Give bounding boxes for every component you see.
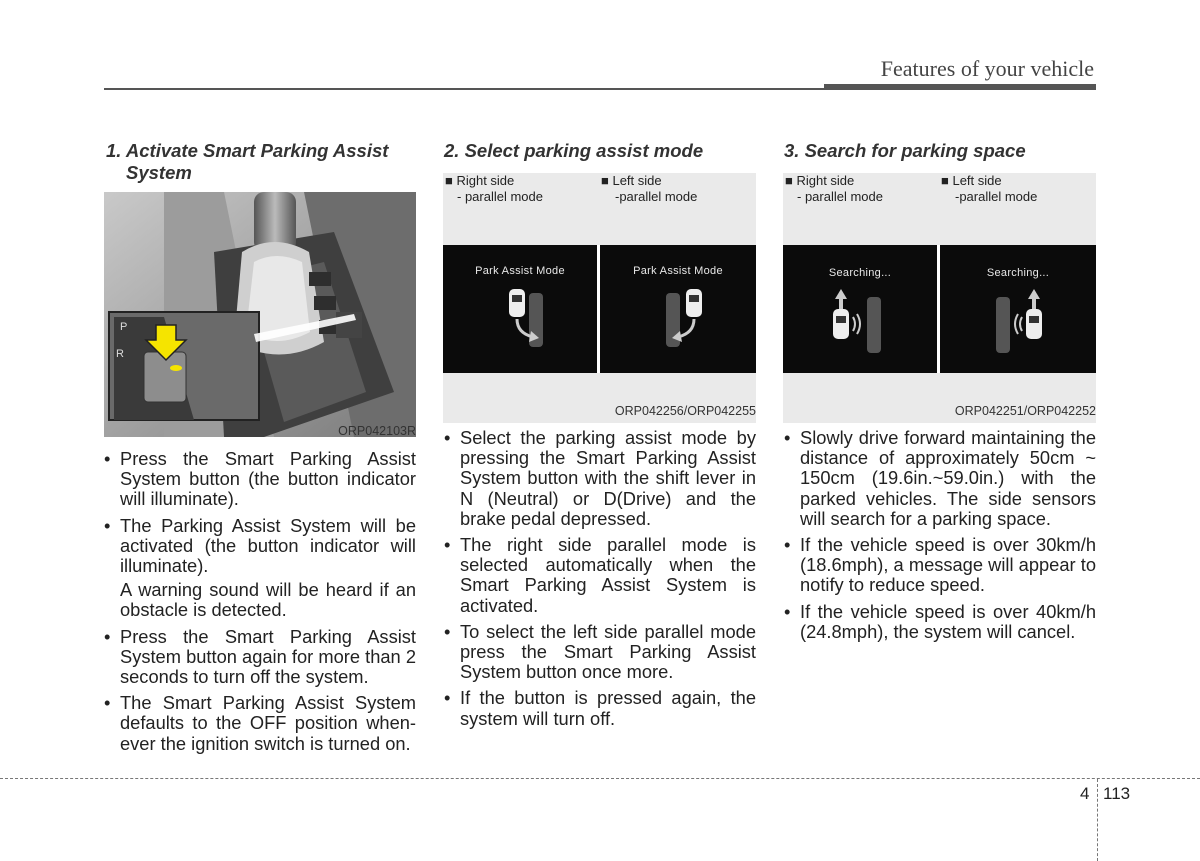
bullet-list-activate [104, 449, 416, 760]
section-title-line2: System [126, 162, 192, 183]
list-item: • Press the Smart Parking Assist System button again for more than 2 seconds to turn off the system. [104, 627, 416, 688]
list-item: • If the button is pressed again, the system will turn off. [444, 688, 756, 728]
svg-text:R: R [116, 348, 124, 360]
search-screens [783, 245, 1096, 373]
list-item: • Press the Smart Parking Assist System button (the button indicator will illuminate). [104, 449, 416, 510]
list-item: • The right side parallel mode is selected automatically when the Smart Parking Assist System is activated. [444, 535, 756, 616]
screen-right-search [783, 245, 937, 373]
sensor-wave-icon [1015, 314, 1022, 334]
sensor-wave-icon [853, 314, 860, 334]
figure-caption: ORP042251/ORP042252 [954, 404, 1096, 418]
screen-title: Park Assist Mode [633, 265, 723, 277]
list-item: • If the vehicle speed is over 40km/h (24.8mph), the system will cancel. [784, 602, 1096, 642]
screen-left-mode [600, 245, 756, 373]
list-item: • If the vehicle speed is over 30km/h (18.6mph), a message will appear to notify to reduce speed. [784, 535, 1096, 596]
section-title-activate [106, 140, 426, 184]
list-item: • The Parking Assist System will be activated (the button indicator will illuminate). [104, 516, 416, 577]
svg-text:P: P [120, 321, 128, 333]
screen-right-mode [443, 245, 597, 373]
section-title-line1: 1. Activate Smart Parking Assist [106, 140, 389, 161]
label-left-side: ■ Left side [941, 173, 1002, 188]
mode-label-strip [443, 173, 756, 245]
footer-divider [1097, 779, 1098, 861]
footer-rule [0, 778, 1200, 779]
header-rule-accent [824, 84, 1096, 90]
bullet-list-search [784, 428, 1096, 648]
screen-title: Searching... [828, 267, 892, 279]
shift-lever-icon [104, 192, 416, 437]
label-right-parallel: - parallel mode [457, 189, 543, 204]
figure-caption: ORP042256/ORP042255 [614, 404, 756, 418]
screen-title: Searching... [986, 267, 1050, 279]
header-title: Features of your vehicle [880, 56, 1094, 81]
chapter-number: 4 [1080, 784, 1090, 803]
label-left-parallel: -parallel mode [955, 189, 1038, 204]
label-left-side: ■ Left side [601, 173, 662, 188]
figure-caption: ORP042103R [338, 424, 416, 438]
car-icon [984, 289, 1054, 359]
mode-screens [443, 245, 756, 373]
list-item: • The Smart Parking Assist System defaults to the OFF position when-ever the ignition switch is turned on. [104, 693, 416, 754]
label-left-parallel: -parallel mode [615, 189, 698, 204]
list-item: • To select the left side parallel mode press the Smart Parking Assist System button once more. [444, 622, 756, 683]
list-item-note: A warning sound will be heard if an obstacle is detected. [120, 579, 416, 621]
list-item: • Slowly drive forward maintaining the distance of approximately 50cm ~ 150cm (19.6in.~59.0in.) with the parked vehicles. The side sensors will search for a parking space. [784, 428, 1096, 529]
screen-title: Park Assist Mode [475, 265, 565, 277]
car-icon [827, 289, 897, 359]
section-title-select-mode: 2. Select parking assist mode [444, 140, 704, 161]
car-icon [495, 285, 555, 355]
page-number: 113 [1103, 784, 1131, 803]
label-right-parallel: - parallel mode [797, 189, 883, 204]
label-right-side: ■ Right side [785, 173, 855, 188]
shift-console-photo [104, 192, 416, 437]
list-item: • Select the parking assist mode by pressing the Smart Parking Assist System button with the shift lever in N (Neutral) or D(Drive) and the brake pedal depressed. [444, 428, 756, 529]
section-title-search: 3. Search for parking space [784, 140, 1026, 161]
bullet-list-select-mode [444, 428, 756, 735]
screen-left-search [940, 245, 1096, 373]
label-right-side: ■ Right side [445, 173, 515, 188]
search-label-strip [783, 173, 1096, 245]
car-icon [656, 285, 716, 355]
